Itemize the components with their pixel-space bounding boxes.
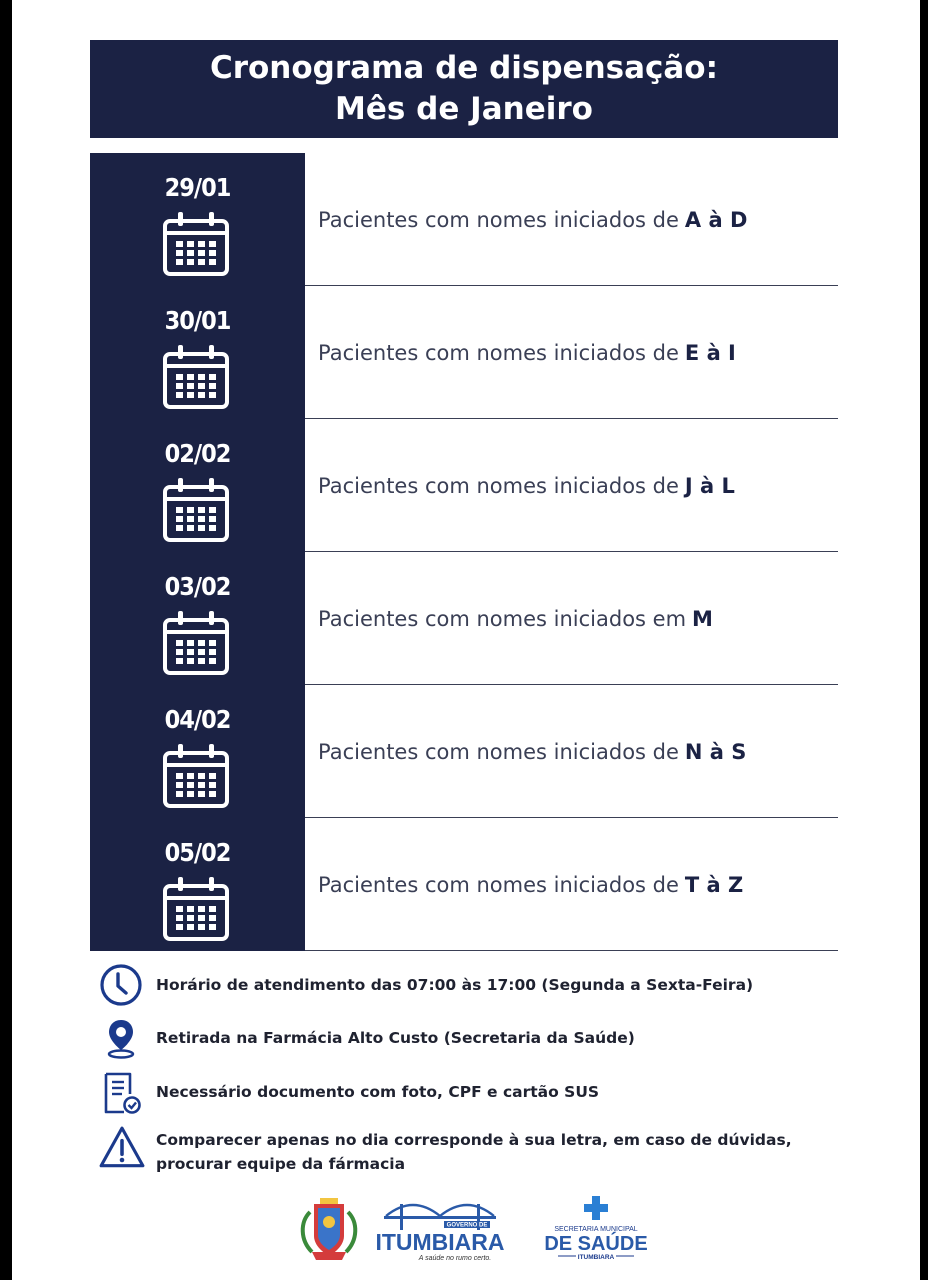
title-line-2: Mês de Janeiro bbox=[335, 91, 593, 127]
calendar-icon bbox=[162, 211, 230, 277]
date-label: 02/02 bbox=[164, 439, 231, 468]
city-label: ITUMBIARA bbox=[375, 1229, 505, 1255]
schedule-description bbox=[318, 818, 743, 951]
date-label: 04/02 bbox=[164, 705, 231, 734]
hours-text: Horário de atendimento das 07:00 às 17:00 (Segunda a Sexta-Feira) bbox=[156, 976, 754, 994]
calendar-icon bbox=[162, 610, 230, 676]
description-text: Pacientes com nomes iniciados de bbox=[318, 739, 679, 764]
calendar-icon bbox=[162, 743, 230, 809]
description-text: Pacientes com nomes iniciados em bbox=[318, 606, 687, 631]
schedule-row bbox=[90, 286, 838, 419]
description-text: Pacientes com nomes iniciados de bbox=[318, 340, 679, 365]
location-text: Retirada na Farmácia Alto Custo (Secretaria da Saúde) bbox=[156, 1029, 635, 1047]
schedule-description bbox=[318, 685, 746, 818]
calendar-icon bbox=[162, 344, 230, 410]
clock-icon bbox=[98, 963, 144, 1009]
description-text: Pacientes com nomes iniciados de bbox=[318, 207, 679, 232]
letter-range: A à D bbox=[684, 207, 748, 232]
schedule-row bbox=[90, 552, 838, 685]
schedule-row bbox=[90, 153, 838, 286]
schedule-row bbox=[90, 818, 838, 951]
title-banner bbox=[90, 40, 838, 138]
letter-range: T à Z bbox=[684, 872, 744, 897]
location-pin-icon bbox=[98, 1016, 144, 1062]
letter-range: M bbox=[692, 606, 713, 631]
schedule-description bbox=[318, 153, 747, 286]
document-check-icon bbox=[98, 1070, 144, 1116]
gov-label: GOVERNO DE bbox=[446, 1222, 488, 1229]
letter-range: E à I bbox=[684, 340, 736, 365]
schedule-row bbox=[90, 419, 838, 552]
calendar-icon bbox=[162, 876, 230, 942]
letter-range: J à L bbox=[684, 473, 735, 498]
description-text: Pacientes com nomes iniciados de bbox=[318, 473, 679, 498]
documents-text: Necessário documento com foto, CPF e cartão SUS bbox=[156, 1083, 600, 1101]
logos-footer bbox=[290, 1192, 650, 1264]
schedule-table bbox=[90, 153, 838, 951]
title-line-1: Cronograma de dispensação: bbox=[209, 50, 719, 86]
flyer-sheet bbox=[12, 0, 920, 1280]
schedule-row bbox=[90, 685, 838, 818]
calendar-icon bbox=[162, 477, 230, 543]
logos-strip bbox=[290, 1192, 650, 1264]
schedule-description bbox=[318, 286, 736, 419]
letter-range: N à S bbox=[684, 739, 747, 764]
sec-small-label: SECRETARIA MUNICIPAL bbox=[554, 1226, 638, 1233]
warning-icon bbox=[98, 1124, 146, 1172]
date-label: 05/02 bbox=[164, 838, 231, 867]
sec-city-label: ITUMBIARA bbox=[577, 1254, 615, 1261]
schedule-description bbox=[318, 552, 713, 685]
itumbiara-logo bbox=[375, 1204, 504, 1262]
coat-of-arms-logo bbox=[303, 1198, 356, 1260]
secretaria-logo bbox=[544, 1196, 647, 1261]
date-label: 03/02 bbox=[164, 572, 231, 601]
date-label: 29/01 bbox=[164, 173, 231, 202]
date-label: 30/01 bbox=[164, 306, 231, 335]
slogan-label: A saúde no rumo certo. bbox=[418, 1255, 492, 1262]
schedule-description bbox=[318, 419, 735, 552]
description-text: Pacientes com nomes iniciados de bbox=[318, 872, 679, 897]
sec-big-label: DE SAÚDE bbox=[544, 1233, 648, 1255]
row-divider bbox=[305, 950, 838, 951]
warning-text: Comparecer apenas no dia corresponde à sua letra, em caso de dúvidas, procurar equipe da fármacia bbox=[156, 1131, 792, 1173]
